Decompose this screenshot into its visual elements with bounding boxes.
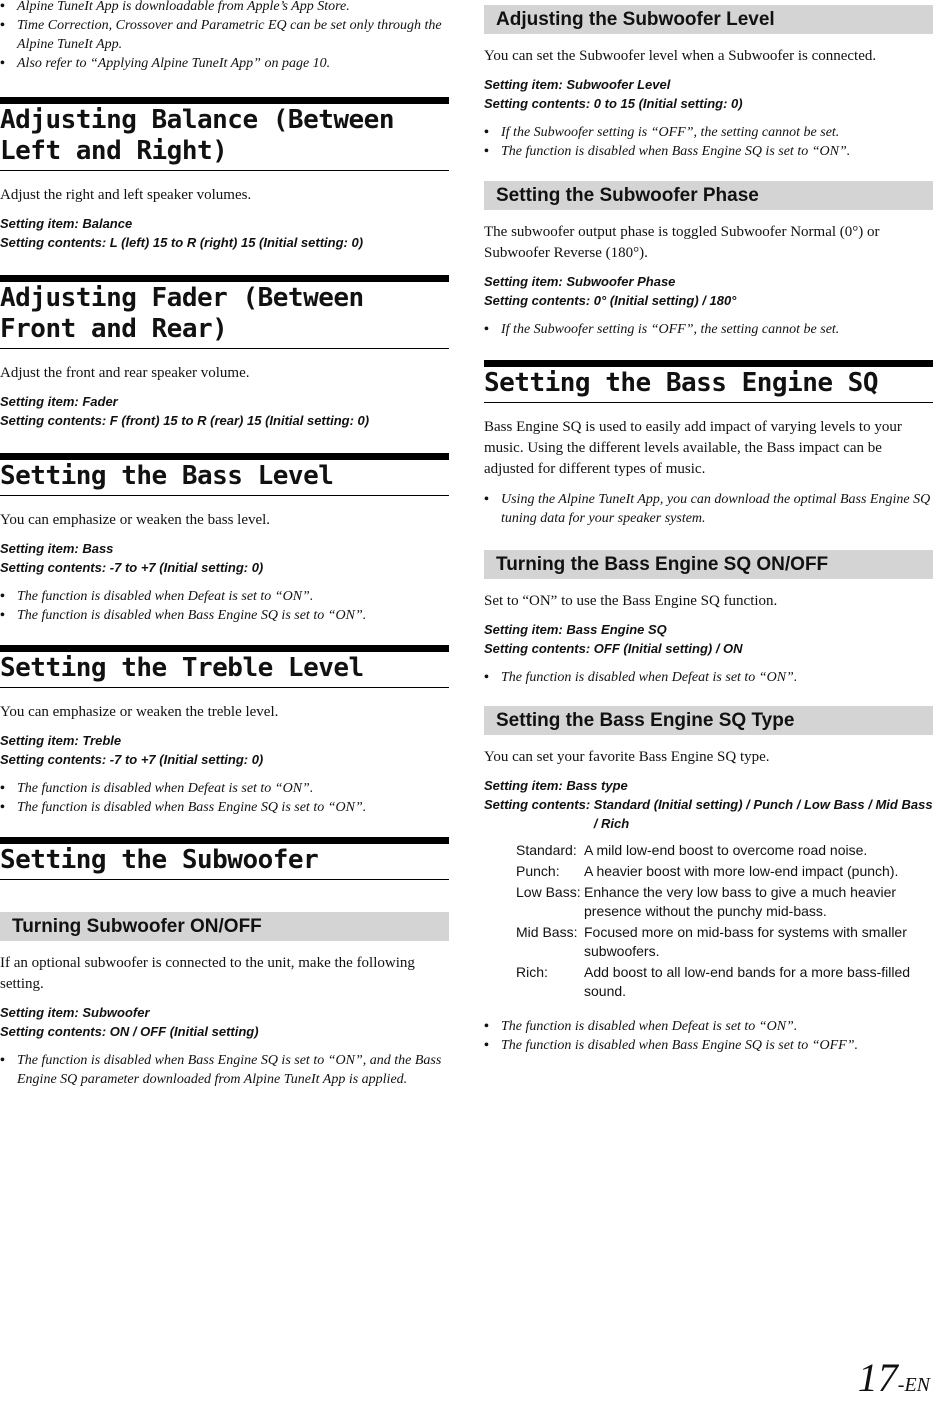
note-item: • Time Correction, Crossover and Parametric EQ can be set only through the Alpine TuneIt App. [0,16,449,54]
bass-engine-body: Bass Engine SQ is used to easily add impact of varying levels to your music. Using the different levels available, the Bass impact can be adjusted for different types of music. [484,419,902,477]
note-item: • If the Subwoofer setting is “OFF”, the setting cannot be set. [484,123,933,142]
page-number-suffix: -EN [897,1374,930,1396]
intro-notes [0,0,449,73]
subwoofer-notes [0,1051,449,1089]
treble-setting-contents: Setting contents: -7 to +7 (Initial setting: 0) [0,752,264,767]
bass-type-term: Punch: [516,863,560,879]
balance-heading: Adjusting Balance (Between Left and Right) [0,97,449,171]
page-number [858,1354,930,1401]
bass-type-list [516,841,933,1001]
sub-level-body: You can set the Subwoofer level when a Subwoofer is connected. [484,48,877,64]
be-onoff-setting-contents: Setting contents: OFF (Initial setting) / ON [484,641,743,656]
subwoofer-heading: Setting the Subwoofer [0,837,449,880]
be-type-heading: Setting the Bass Engine SQ Type [484,706,933,735]
fader-setting-item: Setting item: Fader [0,394,118,409]
bass-type-desc: A heavier boost with more low-end impact (punch). [584,863,899,879]
bass-type-desc: Focused more on mid-bass for systems with smaller subwoofers. [584,924,907,959]
be-type-setting-item: Setting item: Bass type [484,778,628,793]
bass-type-low-bass [516,883,933,921]
bass-setting-item: Setting item: Bass [0,541,114,556]
subwoofer-body: If an optional subwoofer is connected to the unit, make the following setting. [0,955,415,992]
right-column [484,0,933,1055]
bass-body: You can emphasize or weaken the bass level. [0,512,271,528]
be-onoff-body: Set to “ON” to use the Bass Engine SQ function. [484,593,778,609]
bass-notes [0,587,449,625]
sub-level-setting-contents: Setting contents: 0 to 15 (Initial setting: 0) [484,96,743,111]
fader-heading: Adjusting Fader (Between Front and Rear) [0,275,449,349]
page-number-value: 17 [857,1355,898,1400]
note-item: • Alpine TuneIt App is downloadable from Apple’s App Store. [0,0,449,16]
note-item: • Also refer to “Applying Alpine TuneIt App” on page 10. [0,54,449,73]
sub-level-heading: Adjusting the Subwoofer Level [484,5,933,34]
treble-notes [0,779,449,817]
subwoofer-setting-item: Setting item: Subwoofer [0,1005,150,1020]
bass-type-term: Mid Bass: [516,924,578,940]
bass-type-punch [516,862,933,881]
bass-heading: Setting the Bass Level [0,453,449,496]
sub-level-notes [484,123,933,161]
bass-engine-heading: Setting the Bass Engine SQ [484,360,933,403]
bass-type-term: Standard: [516,842,577,858]
sub-phase-body: The subwoofer output phase is toggled Subwoofer Normal (0°) or Subwoofer Reverse (180°). [484,224,880,261]
setting-contents-value: Standard (Initial setting) / Punch / Low Bass / Mid Bass / Rich [593,797,933,831]
note-item: • The function is disabled when Bass Engine SQ is set to “ON”. [0,798,449,817]
bass-engine-notes [484,490,933,528]
be-onoff-setting-item: Setting item: Bass Engine SQ [484,622,667,637]
subwoofer-onoff-heading: Turning Subwoofer ON/OFF [0,912,449,941]
bass-type-rich [516,963,933,1001]
subwoofer-setting-contents: Setting contents: ON / OFF (Initial setting) [0,1024,259,1039]
be-type-notes [484,1017,933,1055]
fader-setting-contents: Setting contents: F (front) 15 to R (rear) 15 (Initial setting: 0) [0,413,370,428]
note-item: • If the Subwoofer setting is “OFF”, the setting cannot be set. [484,320,933,339]
be-type-body: You can set your favorite Bass Engine SQ type. [484,749,770,765]
note-item: • The function is disabled when Defeat is set to “ON”. [484,1017,933,1036]
note-item: • Using the Alpine TuneIt App, you can download the optimal Bass Engine SQ tuning data for your speaker system. [484,490,933,528]
sub-level-setting-item: Setting item: Subwoofer Level [484,77,671,92]
be-onoff-heading: Turning the Bass Engine SQ ON/OFF [484,550,933,579]
fader-body: Adjust the front and rear speaker volume. [0,365,250,381]
sub-phase-setting-contents: Setting contents: 0° (Initial setting) / 180° [484,293,737,308]
balance-setting-contents: Setting contents: L (left) 15 to R (right) 15 (Initial setting: 0) [0,235,364,250]
note-item: • The function is disabled when Defeat is set to “ON”. [0,779,449,798]
bass-type-desc: A mild low-end boost to overcome road noise. [584,842,868,858]
treble-setting-item: Setting item: Treble [0,733,122,748]
balance-setting-item: Setting item: Balance [0,216,133,231]
sub-phase-heading: Setting the Subwoofer Phase [484,181,933,210]
note-item: • The function is disabled when Bass Engine SQ is set to “ON”. [0,606,449,625]
sub-phase-setting-item: Setting item: Subwoofer Phase [484,274,676,289]
treble-body: You can emphasize or weaken the treble level. [0,704,279,720]
note-item: • The function is disabled when Defeat is set to “ON”. [484,668,933,687]
bass-setting-contents: Setting contents: -7 to +7 (Initial setting: 0) [0,560,264,575]
balance-body: Adjust the right and left speaker volumes. [0,187,252,203]
bass-type-term: Low Bass: [516,884,581,900]
treble-heading: Setting the Treble Level [0,645,449,688]
be-type-setting-contents [484,795,933,833]
setting-contents-label: Setting contents: [484,797,594,812]
bass-type-desc: Add boost to all low-end bands for a more bass-filled sound. [584,964,911,999]
note-item: • The function is disabled when Bass Engine SQ is set to “ON”, and the Bass Engine SQ parameter downloaded from Alpine TuneIt App is applied. [0,1051,449,1089]
bass-type-standard [516,841,933,860]
bass-type-desc: Enhance the very low bass to give a much heavier presence without the punchy mid-bass. [584,884,897,919]
left-column [0,0,449,1089]
sub-phase-notes [484,320,933,339]
bass-type-mid-bass [516,923,933,961]
note-item: • The function is disabled when Bass Engine SQ is set to “OFF”. [484,1036,933,1055]
note-item: • The function is disabled when Defeat is set to “ON”. [0,587,449,606]
note-item: • The function is disabled when Bass Engine SQ is set to “ON”. [484,142,933,161]
bass-type-term: Rich: [516,964,548,980]
be-onoff-notes [484,668,933,687]
